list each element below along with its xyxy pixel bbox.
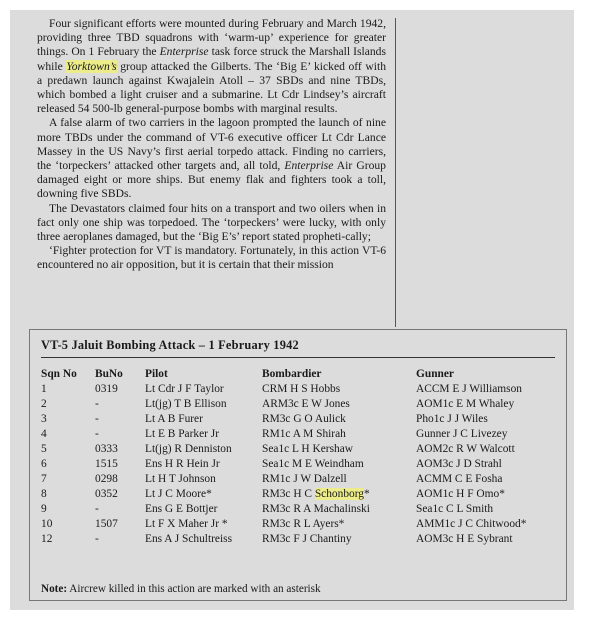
cell-gunner: AOM2c R W Walcott	[416, 443, 515, 455]
cell-buno: -	[95, 413, 99, 425]
italic-text: Enterprise	[159, 45, 209, 59]
table-row	[41, 472, 555, 487]
cell-pilot: Lt F X Maher Jr *	[145, 518, 228, 530]
cell-pilot: Lt(jg) T B Ellison	[145, 398, 227, 410]
cell-sqn-no: 5	[41, 443, 47, 455]
cell-bombardier: RM3c R A Machalinski	[262, 503, 370, 515]
body-text	[37, 17, 386, 273]
italic-text: Enterprise	[284, 159, 334, 173]
cell-sqn-no: 4	[41, 428, 47, 440]
crew-table-box	[29, 329, 567, 601]
cell-gunner: ACMM C E Fosha	[416, 473, 503, 485]
cell-buno: -	[95, 533, 99, 545]
table-row	[41, 532, 555, 547]
cell-buno: 1515	[95, 458, 118, 470]
cell-buno: -	[95, 428, 99, 440]
cell-gunner: Gunner J C Livezey	[416, 428, 508, 440]
header-gunner: Gunner	[416, 368, 454, 380]
cell-bombardier: Sea1c L H Kershaw	[262, 443, 353, 455]
table-title: VT-5 Jaluit Bombing Attack – 1 February 1942	[41, 338, 299, 352]
cell-gunner: AMM1c J C Chitwood*	[416, 518, 527, 530]
cell-gunner: AOM1c E M Whaley	[416, 398, 515, 410]
cell-pilot: Ens G E Bottjer	[145, 503, 218, 515]
cell-sqn-no: 10	[41, 518, 53, 530]
text-run: ‘Fighter protection for VT is mandatory. Fortunately, in this action VT-6 encountered no air opposition, but it is certain that their mission	[37, 244, 386, 272]
title-rule	[41, 357, 555, 358]
cell-gunner: AOM3c J D Strahl	[416, 458, 502, 470]
cell-bombardier: Sea1c M E Weindham	[262, 458, 364, 470]
highlighted-text: Schonborg	[314, 488, 364, 500]
note-text: Aircrew killed in this action are marked with an asterisk	[67, 583, 321, 595]
table-row	[41, 397, 555, 412]
cell-gunner: ACCM E J Williamson	[416, 383, 522, 395]
header-buno: BuNo	[95, 368, 123, 380]
header-bombardier: Bombardier	[262, 368, 322, 380]
text-run: A false alarm of two carriers in the lagoon prompted the launch of nine more TBDs under the command of VT-6 executive officer Lt Cdr Lance Massey in the US Navy’s first aerial torpedo attack. Finding no carriers, the ‘torpeckers’ attacked other targets and, all told,	[37, 116, 386, 173]
cell-sqn-no: 7	[41, 473, 47, 485]
cell-bombardier: RM1c A M Shirah	[262, 428, 346, 440]
cell-bombardier: RM3c F J Chantiny	[262, 533, 352, 545]
table-row	[41, 487, 555, 502]
note-label: Note:	[41, 583, 68, 595]
table-note	[41, 583, 321, 595]
text-run: group attacked the Gilberts. The ‘Big E’ kicked off with a predawn launch against Kwajalein Atoll – 37 SBDs and nine TBDs, which bombed a light cruiser and a submarine. Lt Cdr Lindsey’s aircraft released 54 500-lb general-purpose bombs with marginal results.	[37, 59, 386, 116]
cell-sqn-no: 8	[41, 488, 47, 500]
cell-pilot: Ens A J Schultreiss	[145, 533, 233, 545]
cell-buno: 1507	[95, 518, 118, 530]
text-run: The Devastators claimed four hits on a transport and two oilers when in fact only one ship was torpedoed. The ‘torpeckers’ were lucky, with only three aeroplanes damaged, but the ‘Big E’s’ report stated propheti-cally;	[37, 201, 386, 244]
cell-buno: 0319	[95, 383, 118, 395]
paragraph	[37, 17, 386, 116]
cell-buno: 0298	[95, 473, 118, 485]
cell-pilot: Lt E B Parker Jr	[145, 428, 220, 440]
cell-sqn-no: 3	[41, 413, 47, 425]
paragraph	[37, 116, 386, 201]
column-rule	[395, 18, 396, 327]
cell-gunner: Pho1c J J Wiles	[416, 413, 488, 425]
cell-pilot: Lt Cdr J F Taylor	[145, 383, 224, 395]
cell-bombardier: CRM H S Hobbs	[262, 383, 341, 395]
cell-pilot: Ens H R Hein Jr	[145, 458, 220, 470]
cell-bombardier: RM3c R L Ayers*	[262, 518, 345, 530]
header-sqn-no: Sqn No	[41, 368, 77, 380]
table-row	[41, 502, 555, 517]
cell-gunner: Sea1c C L Smith	[416, 503, 494, 515]
table-header-row	[41, 367, 555, 382]
cell-buno: -	[95, 503, 99, 515]
cell-sqn-no: 12	[41, 533, 53, 545]
cell-pilot: Lt H T Johnson	[145, 473, 216, 485]
text-run: Four significant efforts were mounted during February and March 1942, providing three TBD squadrons with ‘warm-up’ experience for greater things. On 1 February the	[37, 17, 386, 59]
paragraph	[37, 202, 386, 245]
cell-buno: 0352	[95, 488, 118, 500]
text-run: Air Group damaged eight or more ships. But enemy flak and fighters took a toll, downing five SBDs.	[37, 159, 386, 201]
table-row	[41, 442, 555, 457]
cell-sqn-no: 9	[41, 503, 47, 515]
cell-bombardier: ARM3c E W Jones	[262, 398, 350, 410]
cell-pilot: Lt A B Furer	[145, 413, 203, 425]
text-run: task force struck the Marshall Islands while	[37, 45, 386, 73]
table-row	[41, 517, 555, 532]
cell-bombardier: RM3c H C Schonborg*	[262, 488, 370, 500]
cell-pilot: Lt J C Moore*	[145, 488, 212, 500]
cell-gunner: AOM3c H E Sybrant	[416, 533, 513, 545]
cell-sqn-no: 1	[41, 383, 47, 395]
book-page	[10, 10, 574, 610]
table-row	[41, 457, 555, 472]
paragraph	[37, 244, 386, 272]
cell-buno: 0333	[95, 443, 118, 455]
cell-sqn-no: 2	[41, 398, 47, 410]
cell-buno: -	[95, 398, 99, 410]
cell-sqn-no: 6	[41, 458, 47, 470]
table-row	[41, 382, 555, 397]
table-row	[41, 427, 555, 442]
header-pilot: Pilot	[145, 368, 168, 380]
table-row	[41, 412, 555, 427]
cell-bombardier: RM3c G O Aulick	[262, 413, 346, 425]
cell-gunner: AOM1c H F Omo*	[416, 488, 505, 500]
highlighted-text: Yorktown’s	[66, 59, 117, 73]
cell-pilot: Lt(jg) R Denniston	[145, 443, 232, 455]
cell-bombardier: RM1c J W Dalzell	[262, 473, 347, 485]
